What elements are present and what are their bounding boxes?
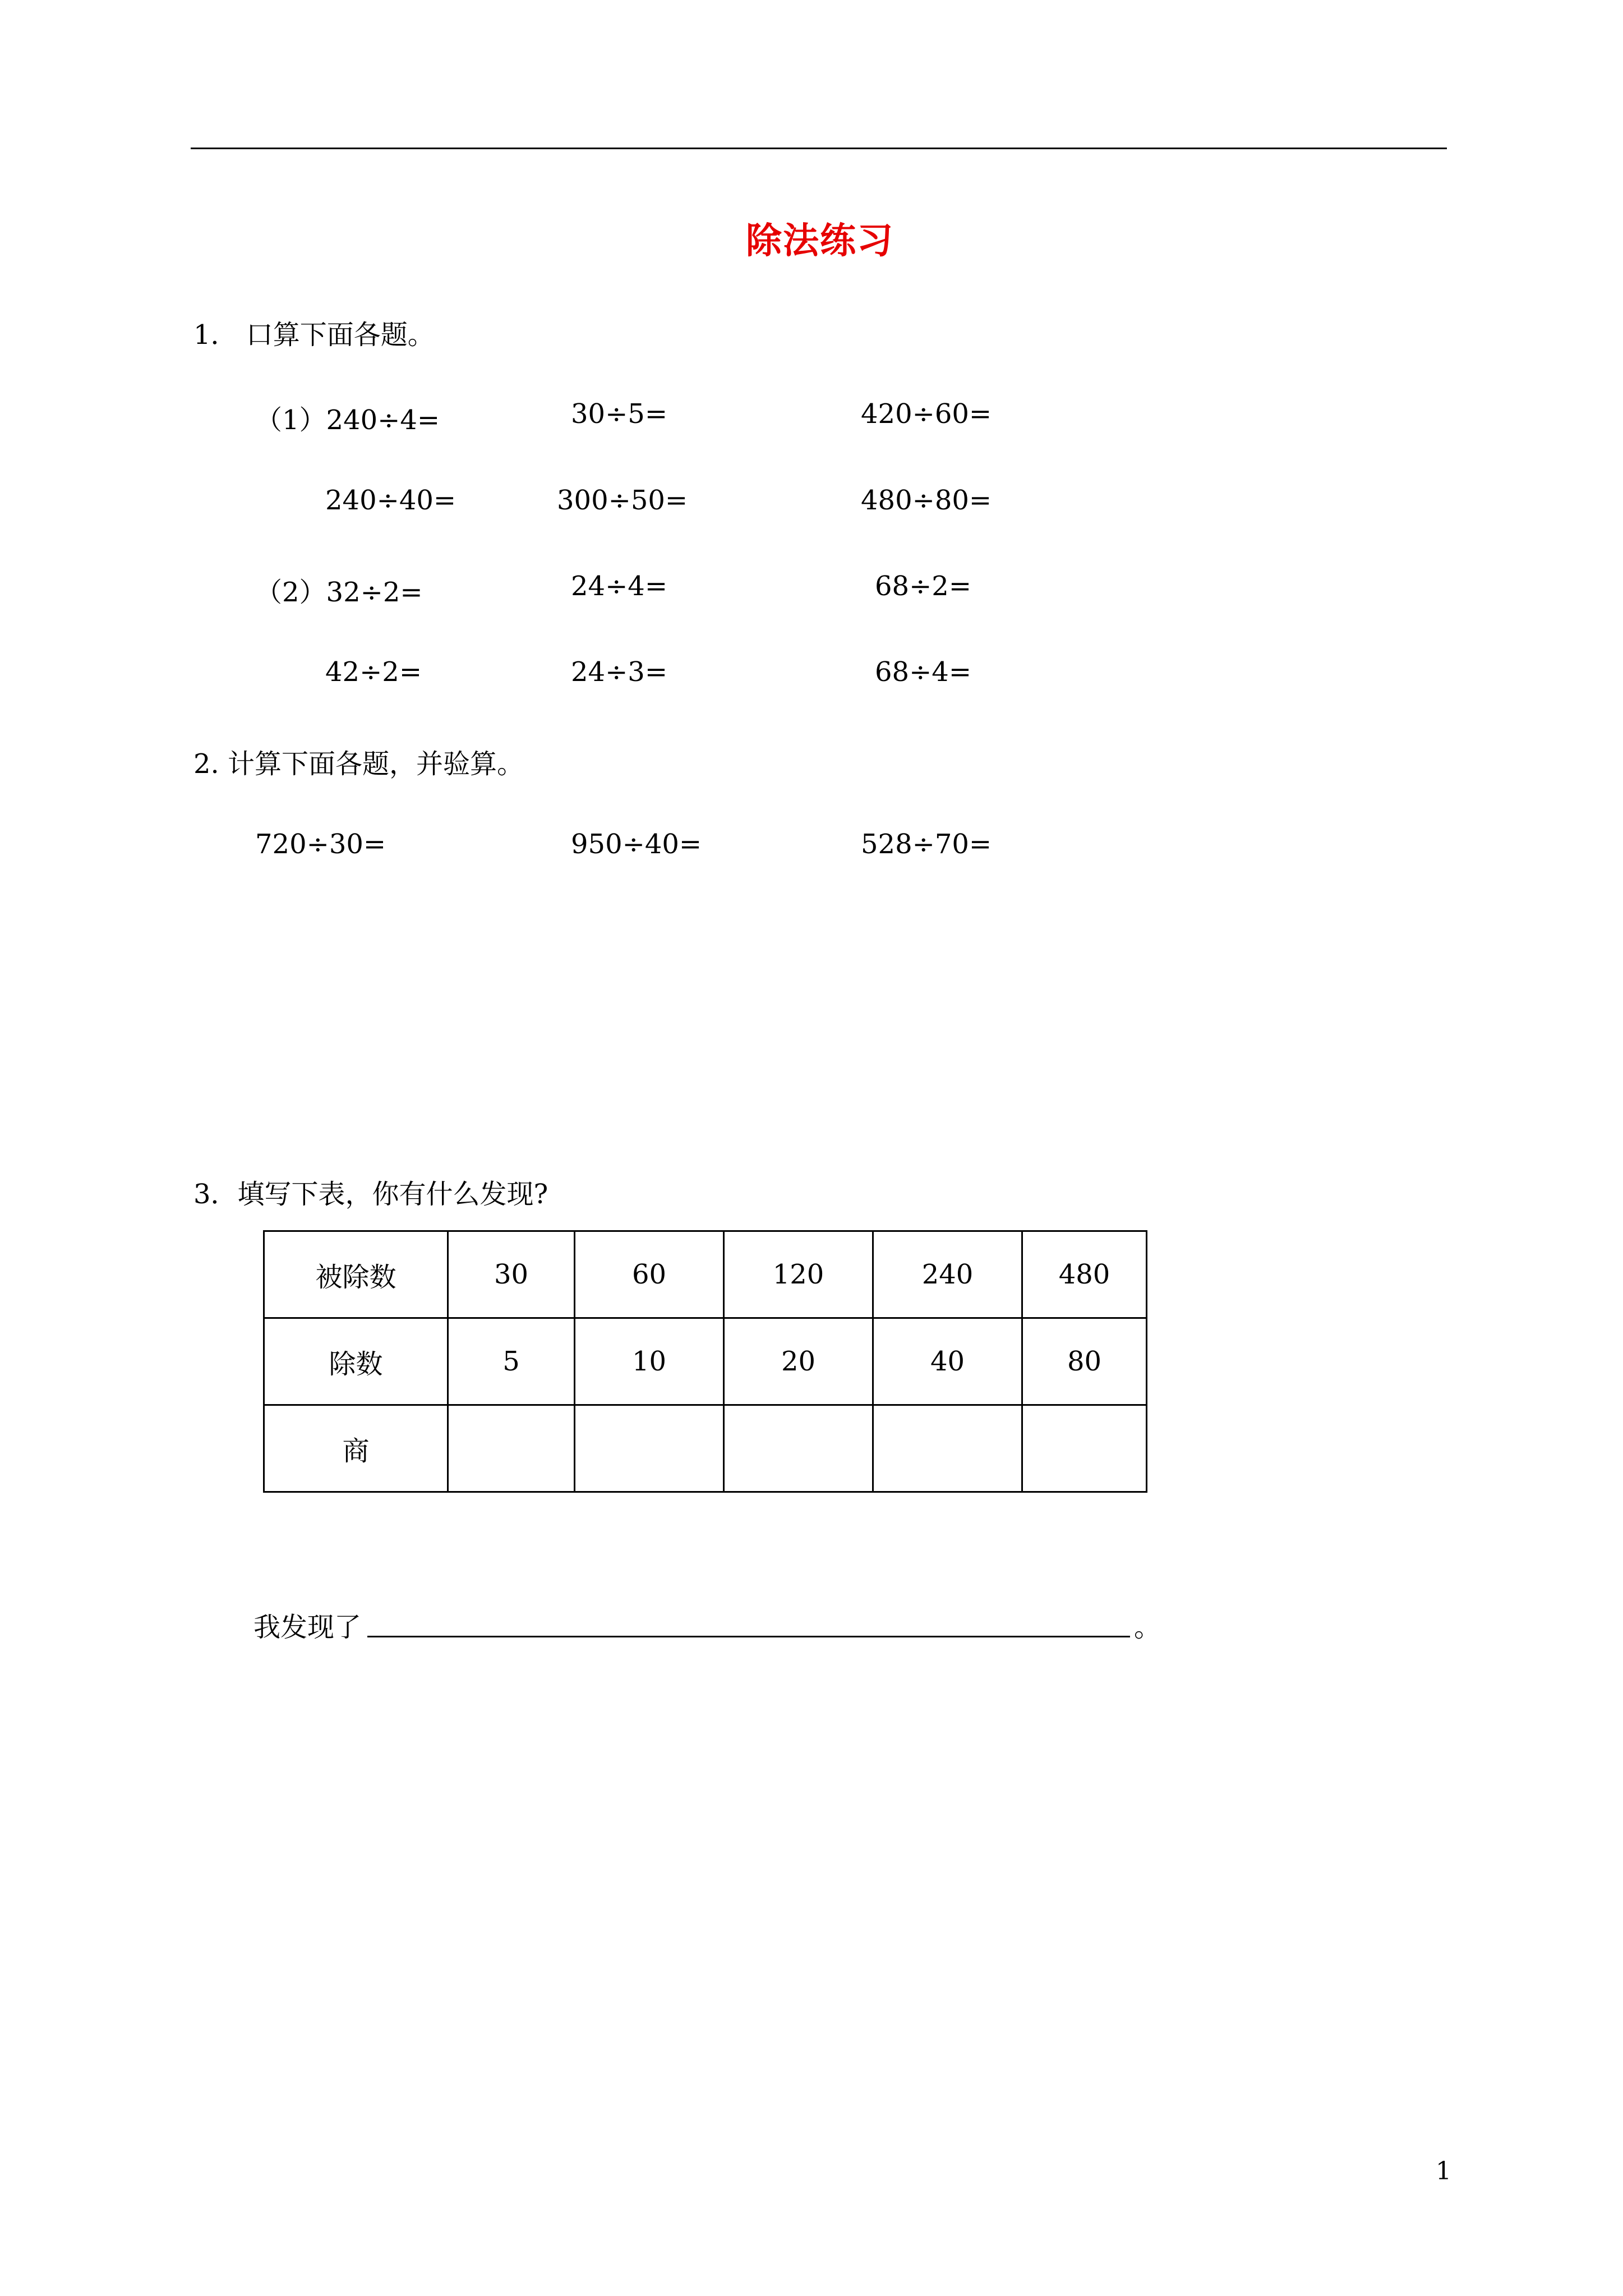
table-row-divisor bbox=[264, 1318, 1147, 1405]
table-cell: 除数 bbox=[264, 1318, 448, 1405]
found-prefix: 我发现了 bbox=[253, 1612, 362, 1643]
table-cell: 10 bbox=[575, 1318, 724, 1405]
table-cell: 240 bbox=[873, 1231, 1022, 1318]
table-cell: 60 bbox=[575, 1231, 724, 1318]
q1-row1-item1: （1）240÷4= bbox=[255, 404, 440, 436]
table-cell: 120 bbox=[724, 1231, 873, 1318]
q1-row4-item1: 42÷2= bbox=[325, 656, 422, 688]
table-row-dividend bbox=[264, 1231, 1147, 1318]
table-cell: 被除数 bbox=[264, 1231, 448, 1318]
q2-item2: 950÷40= bbox=[571, 829, 702, 860]
table-answer-cell[interactable] bbox=[873, 1405, 1022, 1492]
q1-row1-item2: 30÷5= bbox=[571, 398, 668, 430]
q1-row2-item3: 480÷80= bbox=[861, 485, 992, 516]
table-cell: 商 bbox=[264, 1405, 448, 1492]
table-cell: 40 bbox=[873, 1318, 1022, 1405]
q2-item1: 720÷30= bbox=[255, 829, 386, 860]
page-title: 除法练习 bbox=[746, 220, 894, 262]
q1-row3-item2: 24÷4= bbox=[571, 570, 668, 602]
q1-row3-item3: 68÷2= bbox=[875, 570, 972, 602]
q1-row1-item3: 420÷60= bbox=[861, 398, 992, 430]
table-cell: 80 bbox=[1022, 1318, 1147, 1405]
table-answer-cell[interactable] bbox=[448, 1405, 575, 1492]
table-cell: 20 bbox=[724, 1318, 873, 1405]
q1-row2-item1: 240÷40= bbox=[325, 485, 457, 516]
q1-row4-item2: 24÷3= bbox=[571, 656, 668, 688]
table-cell: 5 bbox=[448, 1318, 575, 1405]
q1-row2-item2: 300÷50= bbox=[557, 485, 688, 516]
q1-row3-item1: （2）32÷2= bbox=[255, 577, 423, 608]
found-suffix: 。 bbox=[1134, 1612, 1161, 1643]
division-table bbox=[263, 1230, 1147, 1493]
table-cell: 480 bbox=[1022, 1231, 1147, 1318]
table-answer-cell[interactable] bbox=[1022, 1405, 1147, 1492]
question-1-heading: 1． 口算下面各题。 bbox=[193, 319, 435, 351]
question-2-heading: 2. 计算下面各题，并验算。 bbox=[193, 748, 524, 780]
answer-blank-line[interactable] bbox=[367, 1636, 1130, 1637]
q2-item3: 528÷70= bbox=[861, 829, 992, 860]
question-3-heading: 3．填写下表，你有什么发现? bbox=[193, 1179, 548, 1210]
table-answer-cell[interactable] bbox=[575, 1405, 724, 1492]
q1-row4-item3: 68÷4= bbox=[875, 656, 972, 688]
table-cell: 30 bbox=[448, 1231, 575, 1318]
table-answer-cell[interactable] bbox=[724, 1405, 873, 1492]
table-row-quotient bbox=[264, 1405, 1147, 1492]
page-number: 1 bbox=[1436, 2157, 1451, 2185]
header-rule bbox=[191, 148, 1447, 149]
